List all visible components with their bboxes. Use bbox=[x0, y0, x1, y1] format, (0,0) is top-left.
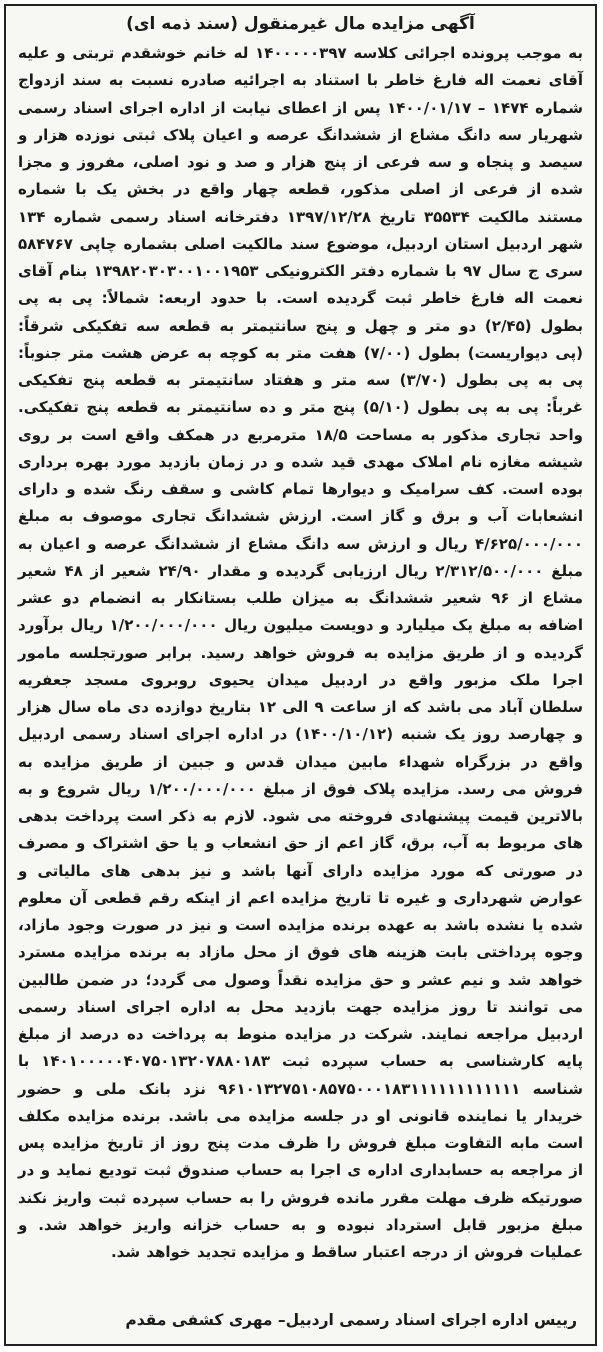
notice-body: به موجب پرونده اجرائی کلاسه ۱۴۰۰۰۰۰۳۹۷ له خانم خوشقدم تربتی و علیه آقای نعمت اله فارغ خاطر با استناد به اجرائیه صادره نسبت به سند ازدواج شماره ۱۴۷۴ – ۱۴۰۰/۰۱/۱۷ پس از اعطای نیابت از اداره اجرای اسناد رسمی شهریار سه دانگ مشاع از ششدانگ عرصه و اعیان پلاک ثبتی نوزده هزار و سیصد و پنجاه و سه فرعی از پنج هزار و صد و نود اصلی، مفروز و مجزا شده از فرعی از اصلی مذکور، قطعه چهار واقع در بخش یک با شماره مستند مالکیت ۳۵۵۳۴ تاریخ ۱۳۹۷/۱۲/۲۸ دفترخانه اسناد رسمی شماره ۱۳۴ شهر اردبیل استان اردبیل، موضوع سند مالکیت اصلی بشماره چاپی ۵۸۴۷۶۷ سری ج سال ۹۷ با شماره دفتر الکترونیکی ۱۳۹۸۲۰۳۰۳۰۰۱۰۰۱۹۵۳ بنام آقای نعمت اله فارغ خاطر ثبت گردیده است. با حدود اربعه: شمالاً: پی به پی بطول (۲/۴۵) دو متر و چهل و پنج سانتیمتر به قطعه سه تفکیکی شرقاً: (پی دیواریست) بطول (۷/۰۰) هفت متر به کوچه به عرض هشت متر جنوباً: پی به پی بطول (۳/۷۰) سه متر و هفتاد سانتیمتر به قطعه پنج تفکیکی غرباً: پی به پی بطول (۵/۱۰) پنج متر و ده سانتیمتر به قطعه پنج تفکیکی. واحد تجاری مذکور به مساحت ۱۸/۵ مترمربع در همکف واقع است بر روی شیشه مغازه نام املاک مهدی قید شده و در زمان بازدید مورد بهره برداری بوده است. کف سرامیک و دیوارها تمام کاشی و سقف رنگ شده و دارای انشعابات آب و برق و گاز است. ارزش ششدانگ تجاری موصوف به مبلغ ۴/۶۲۵/۰۰۰/۰۰۰ ریال و ارزش سه دانگ مشاع از ششدانگ عرصه و اعیان به مبلغ ۲/۳۱۲/۵۰۰/۰۰۰ ریال ارزیابی گردیده و مقدار ۲۴/۹۰ شعیر از ۴۸ شعیر مشاع از ۹۶ شعیر ششدانگ به میزان طلب بستانکار به انضمام دو عشر اضافه به مبلغ یک میلیارد و دویست میلیون ریال ۱/۲۰۰/۰۰۰/۰۰۰ ریال برآورد گردیده و از طریق مزایده به فروش خواهد رسید. برابر صورتجلسه مامور اجرا ملک مزبور واقع در اردبیل میدان یحیوی روبروی مسجد جعفریه سلطان آباد می باشد که از ساعت ۹ الی ۱۲ بتاریخ دوازده دی ماه سال هزار و چهارصد روز یک شنبه (۱۴۰۰/۱۰/۱۲) در اداره اجرای اسناد رسمی اردبیل واقع در بزرگراه شهداء مابین میدان قدس و جبین از طریق مزایده به فروش می رسد. مزایده پلاک فوق از مبلغ ۱/۲۰۰/۰۰۰/۰۰۰ ریال شروع و به بالاترین قیمت پیشنهادی فروخته می شود. لازم به ذکر است پرداخت بدهی های مربوط به آب، برق، گاز اعم از حق انشعاب و یا حق اشتراک و مصرف در صورتی که مورد مزایده دارای آنها باشد و نیز بدهی های مالیاتی و عوارض شهرداری و غیره تا تاریخ مزایده اعم از اینکه رقم قطعی آن معلوم شده یا نشده باشد به عهده برنده مزایده است و نیز در صورت وجود مازاد، وجوه پرداختی بابت هزینه های فوق از محل مازاد به برنده مزایده مسترد خواهد شد و نیم عشر و حق مزایده نقداً وصول می گردد؛ در ضمن طالبین می توانند تا روز مزایده جهت بازدید محل به اداره اجرای اسناد رسمی اردبیل مراجعه نمایند. شرکت در مزایده منوط به پرداخت ده درصد از مبلغ پایه کارشناسی به حساب سپرده ثبت ۱۴۰۱۰۰۰۰۰۴۰۷۵۰۱۳۲۰۷۸۸۰۱۸۳ با شناسه ۹۶۱۰۱۳۲۷۵۱۰۸۵۷۵۰۰۰۱۸۳۱۱۱۱۱۱۱۱۱۱۱۱ نزد بانک ملی و حضور خریدار یا نماینده قانونی او در جلسه مزایده می باشد. برنده مزایده مکلف است مابه التفاوت مبلغ فروش را ظرف مدت پنج روز از تاریخ مزایده پس از مراجعه به حسابداری اداره ی اجرا به حساب صندوق ثبت تودیع نماید و در صورتیکه ظرف مهلت مقرر مانده فروش را به حساب سپرده ثبت واریز نکند مبلغ مزبور قابل استرداد نبوده و به حساب خزانه واریز خواهد شد. و عملیات فروش از درجه اعتبار ساقط و مزایده تجدید خواهد شد. bbox=[18, 44, 584, 1261]
notice-title: آگهی مزایده مال غیرمنقول (سند ذمه ای) bbox=[126, 14, 475, 34]
notice-signature: رییس اداره اجرای اسناد رسمی اردبیل– مهری کشفی مقدم bbox=[125, 1311, 577, 1329]
auction-notice bbox=[4, 4, 597, 1346]
